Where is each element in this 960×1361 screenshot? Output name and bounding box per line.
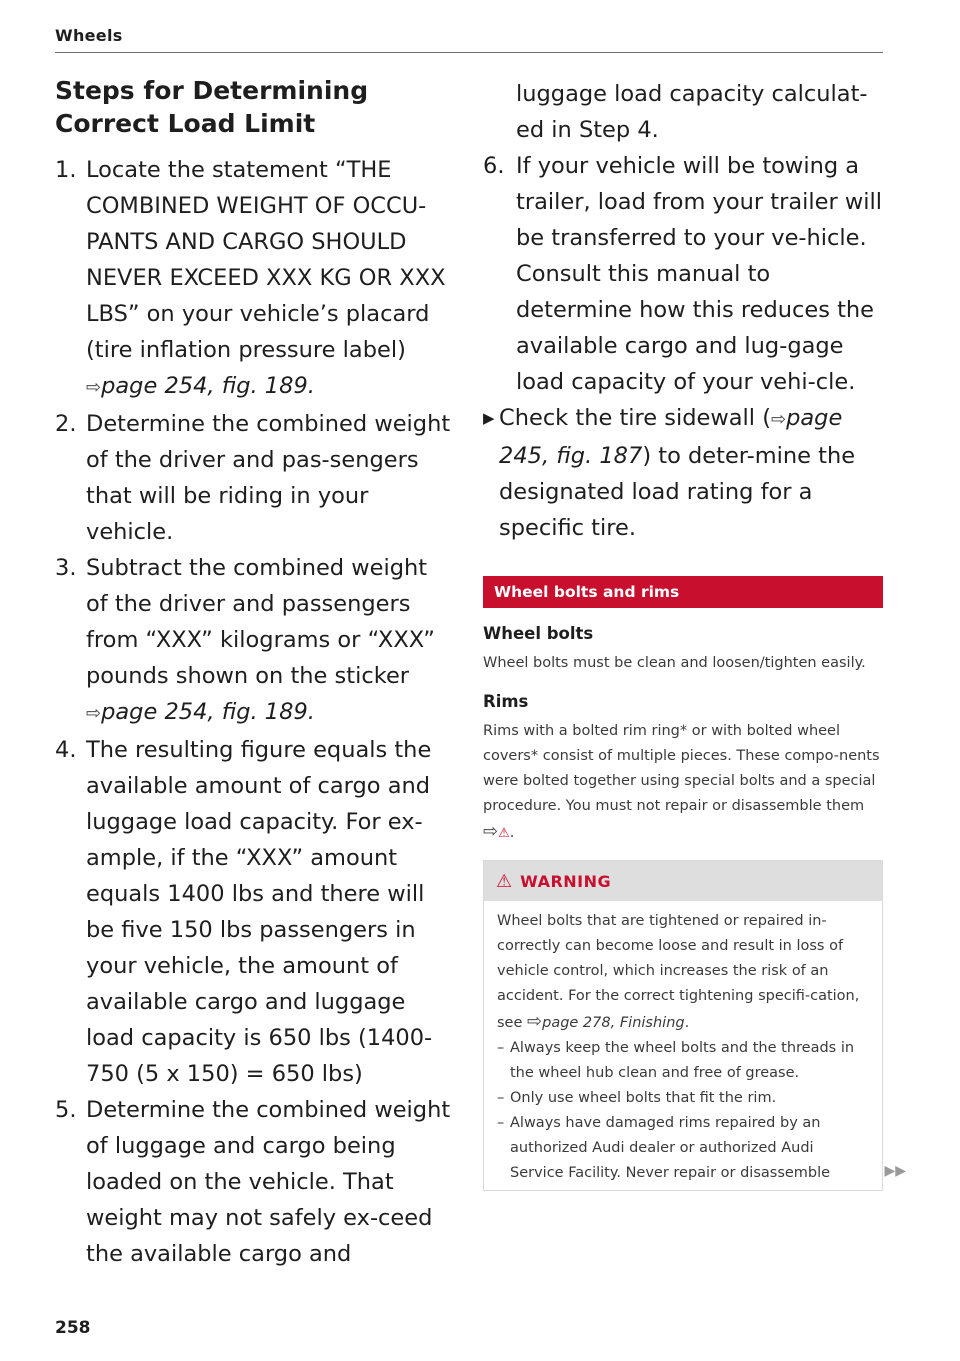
step-text: If your vehicle will be towing a trailer, load from your trailer will be transferred to your ve-hicle. Consult this manual to determine how this reduces the available cargo and lug-gage load capacity of your vehi-cle. xyxy=(516,153,883,395)
warning-body xyxy=(484,901,906,1190)
section-heading: Steps for Determining Correct Load Limit xyxy=(55,76,369,138)
arrow-right-icon: ⇨ xyxy=(527,1011,543,1032)
page-reference-link[interactable]: page 278, Finishing xyxy=(542,1015,685,1031)
arrow-right-icon: ⇨ xyxy=(483,821,499,842)
wheel-bolts-heading: Wheel bolts xyxy=(483,624,594,643)
warning-triangle-icon: ⚠ xyxy=(496,870,513,892)
rims-text: Rims with a bolted rim ring* or with bolted wheel covers* consist of multiple pieces. These compo-nents were bolted together using special bolts and a special procedure. You must not repair or disassemble them xyxy=(483,723,880,814)
step-text: Locate the statement “THE COMBINED WEIGHT OF OCCU-PANTS AND CARGO SHOULD NEVER EXCEED XXX KG OR XXX LBS” on your vehicle’s placard (tire inflation pressure label) xyxy=(86,157,446,363)
warning-intro: Wheel bolts that are tightened or repaired in-correctly can become loose and result in loss of vehicle control, which increases the risk of an accident. For the correct tightening specifi-cation, see ⇨page 278, Finishing. xyxy=(497,913,860,1032)
arrow-right-icon: ⇨ xyxy=(771,409,787,430)
section-band-title: Wheel bolts and rims xyxy=(483,576,883,608)
page-number: 258 xyxy=(55,1318,91,1338)
page-reference-link[interactable]: page 254, fig. 189. xyxy=(101,373,315,399)
step-number: 1. xyxy=(55,157,77,183)
page-reference-link[interactable]: page 254, fig. 189. xyxy=(101,699,315,725)
continued-step-text: luggage load capacity calculat-ed in Step 4. xyxy=(516,81,868,143)
check-text-before: Check the tire sidewall ( xyxy=(499,405,771,431)
right-column xyxy=(483,76,906,1191)
step-item xyxy=(55,1092,455,1272)
wheel-bolts-text: Wheel bolts must be clean and loosen/tighten easily. xyxy=(483,655,866,671)
step-text: Determine the combined weight of the driver and pas-sengers that will be riding in your vehicle. xyxy=(86,411,451,545)
triangle-bullet-icon: ▶ xyxy=(483,409,495,427)
arrow-right-icon: ⇨ xyxy=(86,703,102,724)
warning-list-item: – Always have damaged rims repaired by an authorized Audi dealer or authorized Audi Service Facility. Never repair or disassemble xyxy=(497,1115,831,1181)
step-item xyxy=(55,550,455,732)
step-number: 4. xyxy=(55,737,77,763)
section-header-title: Wheels xyxy=(55,26,123,45)
page-reference-link[interactable]: page 245, fig. 187 xyxy=(499,405,843,469)
header-divider xyxy=(55,52,883,53)
left-column xyxy=(55,74,455,1272)
check-text-after: ) to deter-mine the designated load rating for a specific tire. xyxy=(499,443,856,541)
warning-header xyxy=(484,861,882,901)
warning-box xyxy=(483,860,906,1191)
step-item xyxy=(55,732,455,1092)
step-item xyxy=(55,406,455,550)
continue-arrow-icon: ▶▶ xyxy=(884,1163,906,1179)
step-number: 5. xyxy=(55,1097,77,1123)
step-text: Subtract the combined weight of the driver and passengers from “XXX” kilograms or “XXX” pounds shown on the sticker xyxy=(86,555,435,689)
rims-heading: Rims xyxy=(483,692,529,711)
warning-list-item: – Only use wheel bolts that fit the rim. xyxy=(497,1090,777,1106)
step-text: The resulting figure equals the available amount of cargo and luggage load capacity. For ex-ample, if the “XXX” amount equals 1400 lbs and there will be five 150 lbs passengers in your vehicle, the amount of available cargo and luggage load capacity is 650 lbs (1400-750 (5 x 150) = 650 lbs) xyxy=(86,737,433,1087)
warning-list xyxy=(497,1036,870,1186)
step-number: 3. xyxy=(55,555,77,581)
warning-list-item: – Always keep the wheel bolts and the threads in the wheel hub clean and free of grease. xyxy=(497,1040,855,1081)
step-number: 2. xyxy=(55,411,77,437)
steps-list xyxy=(55,152,455,1272)
warning-triangle-icon[interactable]: ⚠ xyxy=(498,826,510,841)
arrow-right-icon: ⇨ xyxy=(86,377,102,398)
step-text: Determine the combined weight of luggage and cargo being loaded on the vehicle. That weight may not safely ex-ceed the available cargo and xyxy=(86,1097,451,1267)
step-number: 6. xyxy=(483,153,505,179)
check-instruction xyxy=(483,400,883,546)
step-item xyxy=(483,148,883,400)
warning-title: WARNING xyxy=(520,871,612,891)
step-item xyxy=(55,152,455,406)
rims-paragraph: Rims with a bolted rim ring* or with bolted wheel covers* consist of multiple pieces. These compo-nents were bolted together using special bolts and a special procedure. You must not repair or disassemble them ⇨⚠. xyxy=(483,723,880,842)
